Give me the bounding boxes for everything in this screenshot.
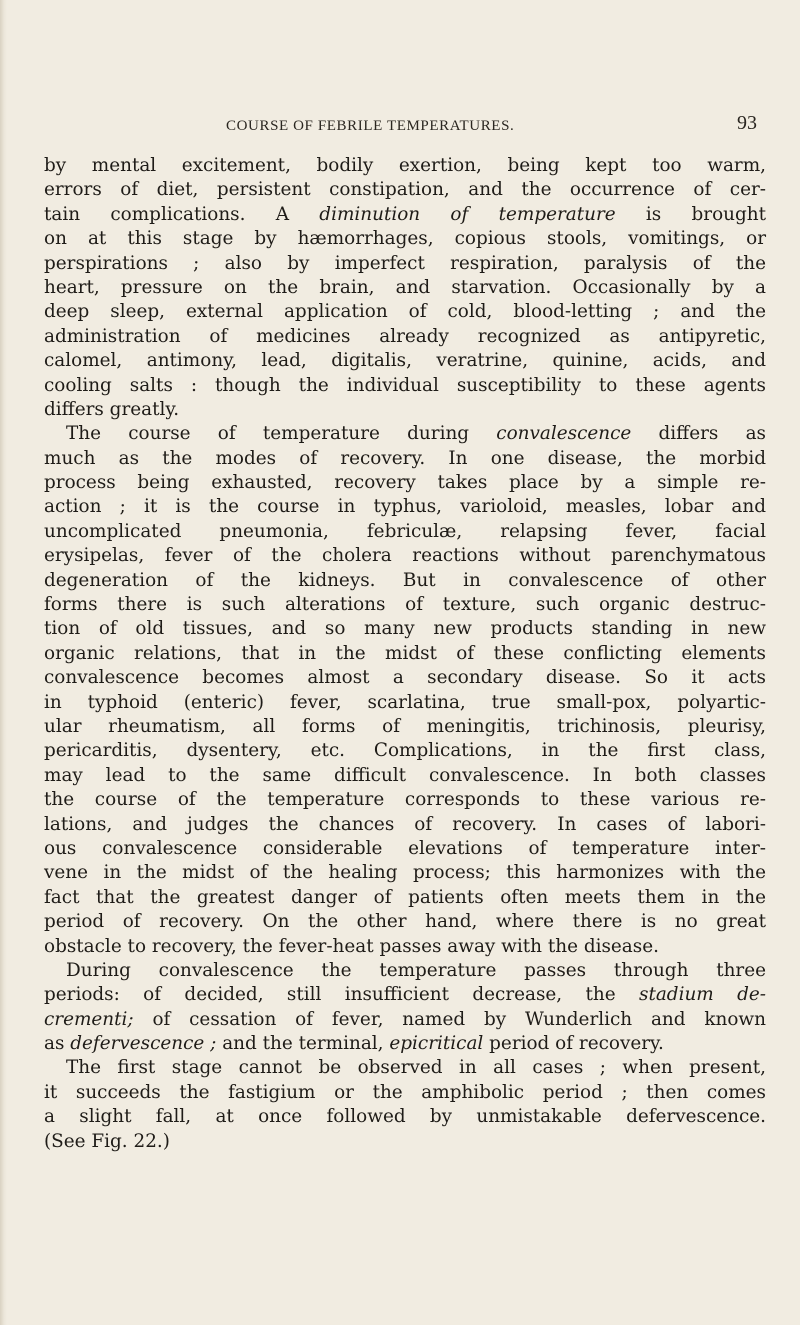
- text-line: [44, 544, 766, 568]
- text-line: [44, 325, 766, 349]
- text-line: [44, 886, 766, 910]
- text-segment: uncomplicated pneumonia, febriculæ, relapsing fever, facial: [44, 520, 766, 542]
- paragraph: [44, 422, 766, 959]
- text-segment: by mental excitement, bodily exertion, being kept too warm,: [44, 155, 766, 176]
- text-line: [44, 447, 766, 471]
- text-segment: it succeeds the fastigium or the amphibolic period ; then comes: [44, 1081, 766, 1103]
- text-segment: tion of old tissues, and so many new products standing in new: [44, 618, 766, 640]
- italic-text: defervescence ;: [70, 1033, 217, 1055]
- text-segment: period of recovery.: [483, 1033, 664, 1055]
- text-line: [44, 471, 766, 495]
- italic-text: stadium de-: [639, 984, 766, 1006]
- text-line: [44, 1130, 766, 1154]
- text-line: [44, 691, 766, 715]
- text-segment: perspirations ; also by imperfect respiration, paralysis of the: [44, 252, 766, 274]
- running-head-title: COURSE OF FEBRILE TEMPERATURES.: [226, 118, 515, 134]
- text-segment: obstacle to recovery, the fever-heat passes away with the disease.: [44, 935, 659, 957]
- text-segment: is brought: [615, 203, 766, 225]
- text-segment: lations, and judges the chances of recovery. In cases of labori-: [44, 813, 766, 835]
- text-line: [44, 837, 766, 861]
- text-line: [44, 813, 766, 837]
- text-segment: degeneration of the kidneys. But in convalescence of other: [44, 569, 766, 591]
- text-segment: period of recovery. On the other hand, where there is no great: [44, 911, 766, 933]
- text-segment: may lead to the same difficult convalescence. In both classes: [44, 764, 766, 786]
- text-line: [44, 300, 766, 324]
- italic-text: crementi;: [44, 1008, 134, 1030]
- text-line: [44, 422, 766, 446]
- text-line: [44, 203, 766, 227]
- text-segment: forms there is such alterations of texture, such organic destruc-: [44, 594, 766, 616]
- text-segment: The course of temperature during: [66, 423, 497, 445]
- text-line: [44, 959, 766, 983]
- italic-text: epicritical: [389, 1033, 484, 1055]
- text-segment: The first stage cannot be observed in all cases ; when present,: [66, 1057, 766, 1079]
- text-segment: During convalescence the temperature passes through three: [66, 959, 766, 981]
- text-segment: differs greatly.: [44, 398, 180, 420]
- text-segment: ular rheumatism, all forms of meningitis, trichinosis, pleurisy,: [44, 715, 766, 737]
- paragraph: [44, 154, 766, 422]
- text-line: [44, 593, 766, 617]
- italic-text: convalescence: [496, 423, 632, 445]
- text-line: [44, 983, 766, 1007]
- text-line: [44, 398, 766, 422]
- text-line: [44, 569, 766, 593]
- text-segment: calomel, antimony, lead, digitalis, veratrine, quinine, acids, and: [44, 350, 766, 372]
- text-segment: vene in the midst of the healing process; this harmonizes with the: [44, 862, 766, 884]
- text-line: [44, 910, 766, 934]
- text-segment: the course of the temperature corresponds to these various re-: [44, 789, 766, 811]
- text-segment: tain complications. A: [44, 203, 320, 225]
- text-segment: erysipelas, fever of the cholera reactions without parenchymatous: [44, 545, 766, 567]
- text-segment: convalescence becomes almost a secondary disease. So it acts: [44, 667, 766, 689]
- text-segment: on at this stage by hæmorrhages, copious stools, vomitings, or: [44, 228, 766, 250]
- text-line: [44, 764, 766, 788]
- text-line: [44, 1105, 766, 1129]
- text-segment: of cessation of fever, named by Wunderlich and known: [133, 1008, 766, 1030]
- text-line: [44, 739, 766, 763]
- text-segment: in typhoid (enteric) fever, scarlatina, true small-pox, polyartic-: [44, 691, 766, 713]
- text-segment: errors of diet, persistent constipation, and the occurrence of cer-: [44, 179, 766, 201]
- body-text: [44, 154, 766, 1154]
- text-line: [44, 861, 766, 885]
- text-segment: pericarditis, dysentery, etc. Complications, in the first class,: [44, 740, 766, 762]
- text-segment: fact that the greatest danger of patients often meets them in the: [44, 886, 766, 908]
- text-line: [44, 520, 766, 544]
- text-line: [44, 666, 766, 690]
- text-segment: deep sleep, external application of cold, blood-letting ; and the: [44, 301, 766, 323]
- text-segment: process being exhausted, recovery takes place by a simple re-: [44, 472, 766, 494]
- text-line: [44, 252, 766, 276]
- text-line: [44, 1032, 766, 1056]
- paragraph: [44, 959, 766, 1057]
- text-line: [44, 495, 766, 519]
- text-segment: periods: of decided, still insufficient decrease, the: [44, 984, 640, 1006]
- text-segment: differs as: [631, 423, 766, 445]
- page-edge-shadow: [0, 0, 7, 1325]
- running-head: [0, 112, 800, 142]
- text-line: [44, 276, 766, 300]
- text-line: [44, 935, 766, 959]
- text-segment: heart, pressure on the brain, and starvation. Occasionally by a: [44, 276, 766, 298]
- text-line: [44, 715, 766, 739]
- text-line: [44, 349, 766, 373]
- text-segment: ous convalescence considerable elevations of temperature inter-: [44, 837, 766, 859]
- text-segment: (See Fig. 22.): [44, 1130, 170, 1152]
- text-line: [44, 617, 766, 641]
- paragraph: [44, 1056, 766, 1154]
- text-line: [44, 374, 766, 398]
- text-line: [44, 788, 766, 812]
- text-segment: cooling salts : though the individual susceptibility to these agents: [44, 374, 766, 396]
- text-line: [44, 178, 766, 202]
- text-line: [44, 1008, 766, 1032]
- text-segment: a slight fall, at once followed by unmistakable defervescence.: [44, 1106, 766, 1128]
- text-line: [44, 227, 766, 251]
- text-line: [44, 154, 766, 178]
- text-segment: organic relations, that in the midst of these conflicting elements: [44, 642, 766, 664]
- italic-text: diminution of temperature: [319, 203, 616, 225]
- text-line: [44, 642, 766, 666]
- text-line: [44, 1056, 766, 1080]
- text-segment: and the terminal,: [216, 1033, 390, 1055]
- text-segment: administration of medicines already recognized as antipyretic,: [44, 325, 766, 347]
- text-line: [44, 1081, 766, 1105]
- text-segment: much as the modes of recovery. In one disease, the morbid: [44, 447, 766, 469]
- page-number: 93: [737, 112, 757, 134]
- text-segment: action ; it is the course in typhus, varioloid, measles, lobar and: [44, 496, 766, 518]
- text-segment: as: [44, 1033, 71, 1055]
